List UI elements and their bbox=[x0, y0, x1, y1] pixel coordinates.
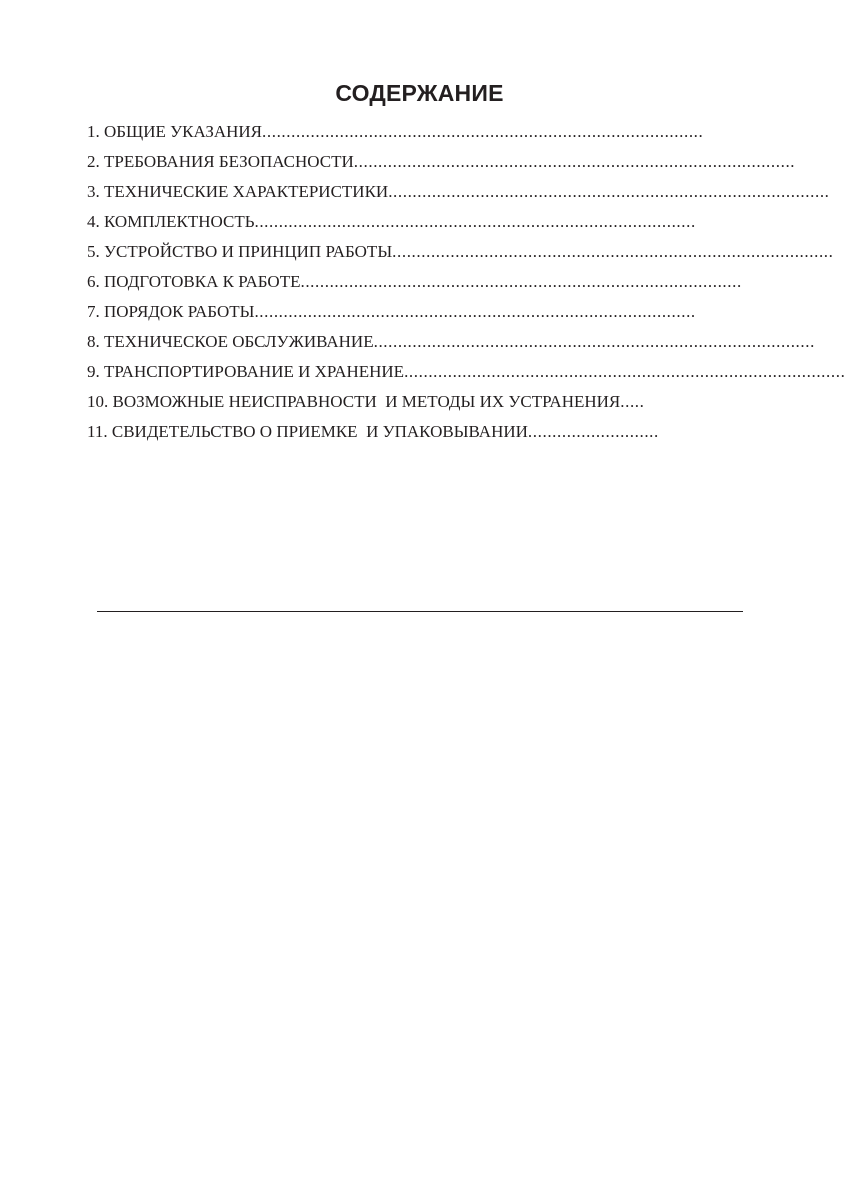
toc-item-4 bbox=[87, 207, 749, 237]
toc-item-8 bbox=[87, 327, 815, 357]
toc-dot-leader: ........................................................................................... bbox=[262, 122, 704, 141]
toc-dot-leader: ........................................................................................... bbox=[392, 242, 834, 261]
toc-item-text: 6. ПОДГОТОВКА К РАБОТЕ bbox=[87, 272, 301, 291]
toc-dot-leader: ........................................................................................... bbox=[388, 182, 830, 201]
toc-item-6 bbox=[87, 267, 749, 297]
toc-item-3 bbox=[87, 177, 830, 207]
toc-dot-leader: ........................................................................................... bbox=[373, 332, 815, 351]
toc-item-text: 4. КОМПЛЕКТНОСТЬ bbox=[87, 212, 255, 231]
page-title: СОДЕРЖАНИЕ bbox=[335, 80, 504, 106]
toc-item-11 bbox=[87, 417, 749, 447]
toc-item-text: 5. УСТРОЙСТВО И ПРИНЦИП РАБОТЫ bbox=[87, 242, 393, 261]
toc-item-10 bbox=[87, 387, 749, 417]
toc-item-1 bbox=[87, 117, 749, 147]
toc-item-text: 8. ТЕХНИЧЕСКОЕ ОБСЛУЖИВАНИЕ bbox=[87, 332, 374, 351]
toc-dot-leader: ........................................................................................... bbox=[404, 362, 845, 381]
toc-item-text: 2. ТРЕБОВАНИЯ БЕЗОПАСНОСТИ bbox=[87, 152, 354, 171]
toc-item-5 bbox=[87, 237, 834, 267]
toc-dot-leader: ........................................................................................... bbox=[300, 272, 742, 291]
toc-item-text: 9. ТРАНСПОРТИРОВАНИЕ И ХРАНЕНИЕ bbox=[87, 362, 405, 381]
horizontal-rule bbox=[97, 611, 743, 612]
toc-item-text: 11. СВИДЕТЕЛЬСТВО О ПРИЕМКЕ И УПАКОВЫВАНИИ bbox=[87, 422, 528, 441]
toc-item-text: 7. ПОРЯДОК РАБОТЫ bbox=[87, 302, 255, 321]
toc-item-9 bbox=[87, 357, 845, 387]
toc-item-7 bbox=[87, 297, 749, 327]
toc-item-2 bbox=[87, 147, 796, 177]
table-of-contents bbox=[87, 117, 845, 447]
toc-dot-leader: ........................... bbox=[527, 422, 659, 441]
toc-item-text: 3. ТЕХНИЧЕСКИЕ ХАРАКТЕРИСТИКИ bbox=[87, 182, 389, 201]
toc-dot-leader: ........................................................................................... bbox=[254, 212, 696, 231]
toc-item-text: 1. ОБЩИЕ УКАЗАНИЯ bbox=[87, 122, 263, 141]
toc-dot-leader: ..... bbox=[620, 392, 645, 411]
toc-item-text: 10. ВОЗМОЖНЫЕ НЕИСПРАВНОСТИ И МЕТОДЫ ИХ УСТРАНЕНИЯ bbox=[87, 392, 621, 411]
toc-dot-leader: ........................................................................................... bbox=[254, 302, 696, 321]
toc-dot-leader: ........................................................................................... bbox=[353, 152, 796, 171]
